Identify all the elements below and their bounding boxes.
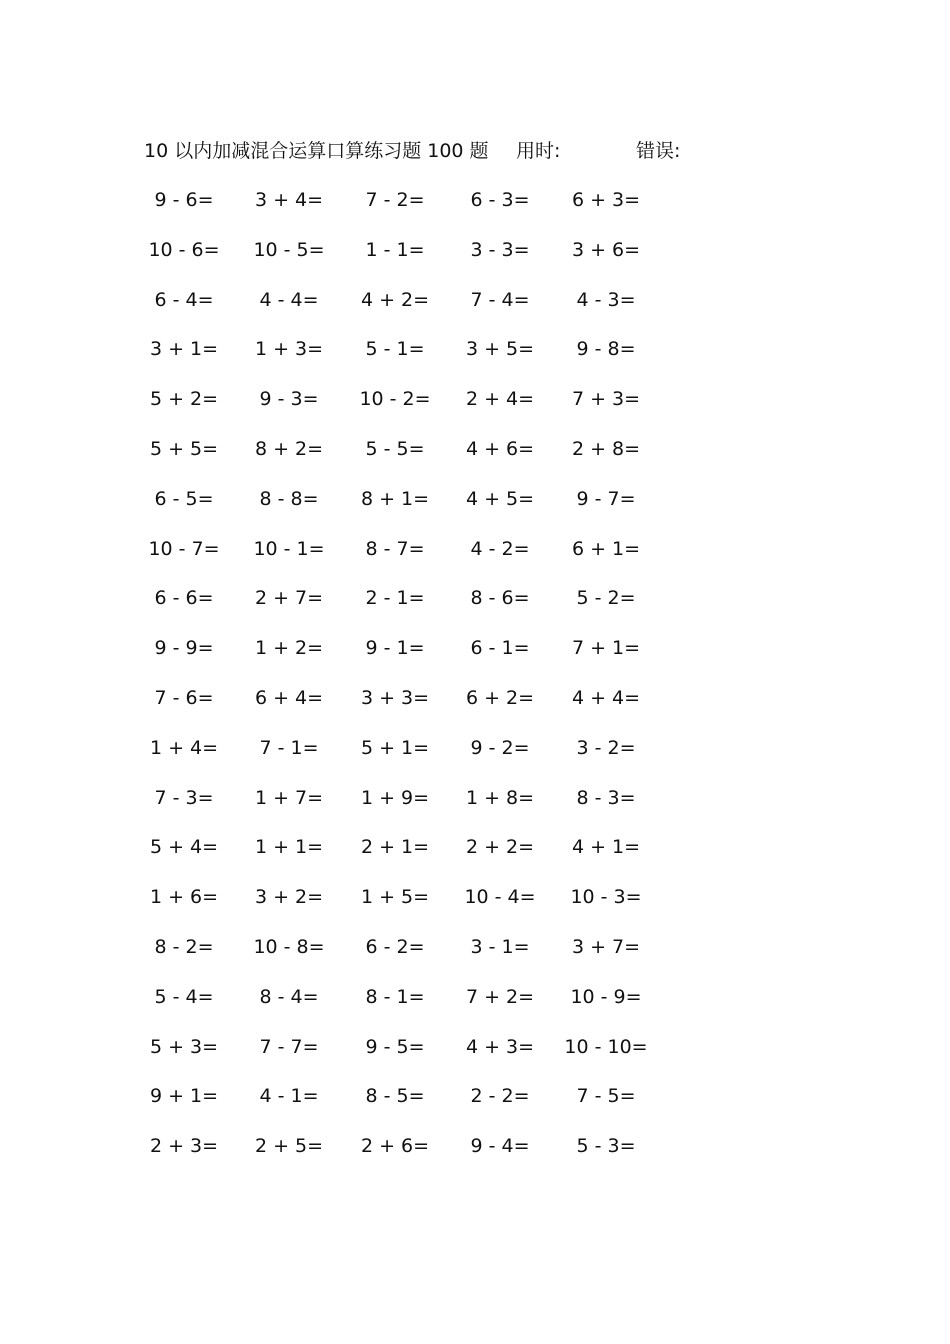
arithmetic-problem: 4 - 3= [576, 288, 636, 311]
arithmetic-problem: 3 + 2= [254, 886, 324, 909]
arithmetic-problem: 8 - 1= [365, 985, 425, 1008]
arithmetic-problem: 7 - 3= [154, 786, 214, 809]
arithmetic-problem: 7 + 3= [571, 388, 641, 411]
problem-row [0, 633, 950, 663]
arithmetic-problem: 2 + 8= [571, 438, 641, 460]
arithmetic-problem: 5 - 5= [365, 438, 425, 460]
arithmetic-problem: 4 - 2= [470, 537, 530, 560]
arithmetic-problem: 5 - 3= [576, 1135, 636, 1158]
arithmetic-problem: 10 - 10= [564, 1035, 648, 1058]
arithmetic-problem: 10 - 6= [148, 238, 220, 261]
arithmetic-problem: 2 - 1= [365, 587, 425, 610]
arithmetic-problem: 2 + 3= [149, 1135, 219, 1158]
arithmetic-problem: 8 - 3= [576, 786, 636, 809]
arithmetic-problem: 5 + 2= [149, 388, 219, 411]
arithmetic-problem: 4 + 4= [571, 687, 641, 709]
arithmetic-problem: 6 + 2= [465, 687, 535, 709]
worksheet-title: 10 以内加减混合运算口算练习题 100 题 [144, 140, 489, 162]
errors-label: 错误: [636, 140, 681, 162]
arithmetic-problem: 7 - 4= [470, 288, 530, 311]
arithmetic-problem: 3 + 6= [571, 238, 641, 261]
arithmetic-problem: 3 + 3= [360, 687, 430, 709]
arithmetic-problem: 7 + 2= [465, 985, 535, 1008]
arithmetic-problem: 4 + 2= [360, 288, 430, 311]
arithmetic-problem: 6 - 5= [154, 487, 214, 510]
arithmetic-problem: 5 + 1= [360, 736, 430, 759]
arithmetic-problem: 7 - 5= [576, 1085, 636, 1108]
arithmetic-problem: 6 - 2= [365, 936, 425, 958]
arithmetic-problem: 1 + 2= [254, 637, 324, 660]
arithmetic-problem: 10 - 7= [148, 537, 220, 560]
problem-row [0, 1032, 950, 1062]
arithmetic-problem: 10 - 1= [253, 537, 325, 560]
arithmetic-problem: 5 - 1= [365, 338, 425, 361]
arithmetic-problem: 1 + 5= [360, 886, 430, 909]
arithmetic-problem: 9 - 8= [576, 338, 636, 361]
arithmetic-problem: 2 + 7= [254, 587, 324, 610]
arithmetic-problem: 10 - 8= [253, 936, 325, 958]
problem-row [0, 434, 950, 464]
arithmetic-problem: 1 + 3= [254, 338, 324, 361]
arithmetic-problem: 9 - 1= [365, 637, 425, 660]
arithmetic-problem: 1 + 6= [149, 886, 219, 909]
arithmetic-problem: 2 - 2= [470, 1085, 530, 1108]
arithmetic-problem: 10 - 4= [464, 886, 536, 909]
arithmetic-problem: 7 - 1= [259, 736, 319, 759]
arithmetic-problem: 2 + 4= [465, 388, 535, 411]
problem-row [0, 733, 950, 763]
problem-row [0, 484, 950, 514]
arithmetic-problem: 3 - 3= [470, 238, 530, 261]
arithmetic-problem: 6 + 3= [571, 189, 641, 211]
arithmetic-problem: 4 + 3= [465, 1035, 535, 1058]
arithmetic-problem: 2 + 1= [360, 836, 430, 859]
arithmetic-problem: 1 + 8= [465, 786, 535, 809]
arithmetic-problem: 2 + 2= [465, 836, 535, 859]
arithmetic-problem: 9 - 7= [576, 487, 636, 510]
arithmetic-problem: 8 - 5= [365, 1085, 425, 1108]
arithmetic-problem: 5 - 4= [154, 985, 214, 1008]
arithmetic-problem: 3 - 2= [576, 736, 636, 759]
arithmetic-problem: 4 - 4= [259, 288, 319, 311]
problem-row [0, 932, 950, 962]
arithmetic-problem: 8 - 2= [154, 936, 214, 958]
arithmetic-problem: 9 - 4= [470, 1135, 530, 1158]
problem-row [0, 832, 950, 862]
arithmetic-problem: 10 - 2= [359, 388, 431, 411]
problem-row [0, 384, 950, 414]
arithmetic-problem: 10 - 9= [570, 985, 642, 1008]
arithmetic-problem: 8 - 8= [259, 487, 319, 510]
arithmetic-problem: 5 + 3= [149, 1035, 219, 1058]
arithmetic-problem: 9 - 2= [470, 736, 530, 759]
arithmetic-problem: 4 - 1= [259, 1085, 319, 1108]
arithmetic-problem: 1 + 4= [149, 736, 219, 759]
arithmetic-problem: 6 + 1= [571, 537, 641, 560]
arithmetic-problem: 8 + 2= [254, 438, 324, 460]
arithmetic-problem: 7 - 6= [154, 687, 214, 709]
time-used-label: 用时: [516, 140, 561, 162]
arithmetic-problem: 5 + 4= [149, 836, 219, 859]
arithmetic-problem: 6 - 6= [154, 587, 214, 610]
arithmetic-problem: 4 + 5= [465, 487, 535, 510]
problem-row [0, 1081, 950, 1111]
arithmetic-problem: 2 + 5= [254, 1135, 324, 1158]
arithmetic-problem: 8 - 7= [365, 537, 425, 560]
arithmetic-problem: 7 + 1= [571, 637, 641, 660]
arithmetic-problem: 7 - 7= [259, 1035, 319, 1058]
arithmetic-problem: 9 - 6= [154, 189, 214, 211]
problem-row [0, 683, 950, 713]
problem-row [0, 882, 950, 912]
arithmetic-problem: 8 + 1= [360, 487, 430, 510]
arithmetic-problem: 4 + 6= [465, 438, 535, 460]
arithmetic-problem: 7 - 2= [365, 189, 425, 211]
problem-row [0, 583, 950, 613]
problem-row [0, 185, 950, 215]
problem-row [0, 334, 950, 364]
arithmetic-problem: 8 - 6= [470, 587, 530, 610]
arithmetic-problem: 1 + 9= [360, 786, 430, 809]
arithmetic-problem: 1 + 1= [254, 836, 324, 859]
arithmetic-problem: 3 + 7= [571, 936, 641, 958]
arithmetic-problem: 10 - 5= [253, 238, 325, 261]
arithmetic-problem: 3 + 5= [465, 338, 535, 361]
arithmetic-problem: 9 - 3= [259, 388, 319, 411]
arithmetic-problem: 6 - 3= [470, 189, 530, 211]
problem-row [0, 1131, 950, 1161]
problem-row [0, 534, 950, 564]
arithmetic-problem: 1 - 1= [365, 238, 425, 261]
arithmetic-problem: 6 - 1= [470, 637, 530, 660]
arithmetic-problem: 1 + 7= [254, 786, 324, 809]
arithmetic-problem: 6 - 4= [154, 288, 214, 311]
problem-row [0, 285, 950, 315]
arithmetic-problem: 5 + 5= [149, 438, 219, 460]
problem-row [0, 235, 950, 265]
arithmetic-problem: 3 + 4= [254, 189, 324, 211]
arithmetic-problem: 9 - 5= [365, 1035, 425, 1058]
arithmetic-problem: 6 + 4= [254, 687, 324, 709]
problem-row [0, 982, 950, 1012]
arithmetic-problem: 9 + 1= [149, 1085, 219, 1108]
problem-row [0, 783, 950, 813]
arithmetic-problem: 10 - 3= [570, 886, 642, 909]
arithmetic-problem: 2 + 6= [360, 1135, 430, 1158]
arithmetic-problem: 9 - 9= [154, 637, 214, 660]
arithmetic-problem: 3 - 1= [470, 936, 530, 958]
arithmetic-problem: 8 - 4= [259, 985, 319, 1008]
arithmetic-problem: 4 + 1= [571, 836, 641, 859]
arithmetic-problem: 5 - 2= [576, 587, 636, 610]
arithmetic-problem: 3 + 1= [149, 338, 219, 361]
